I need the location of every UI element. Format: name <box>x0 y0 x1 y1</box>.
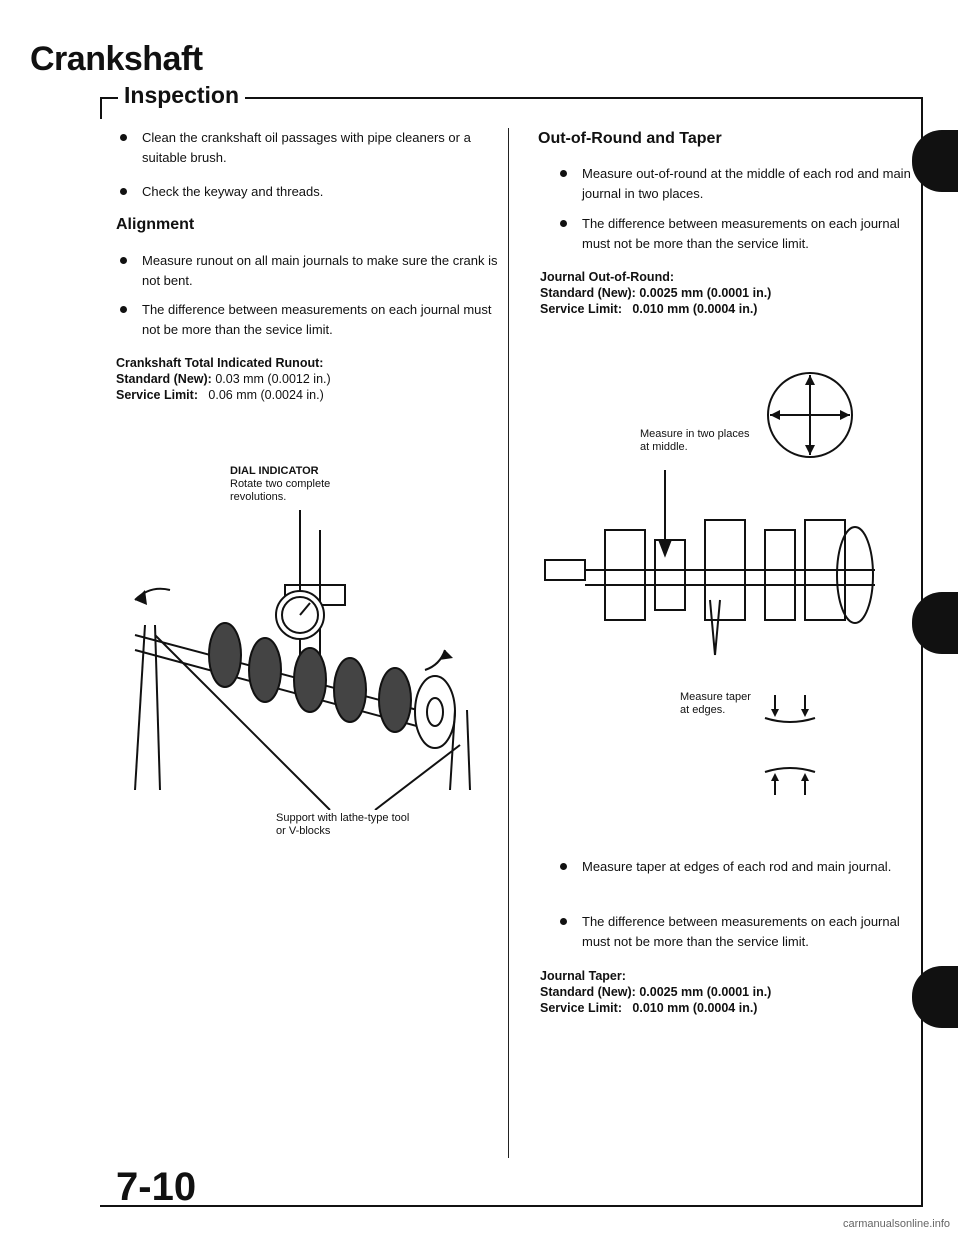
runout-standard-label: Standard (New): <box>116 372 212 386</box>
watermark: carmanualsonline.info <box>842 1218 950 1230</box>
taper-standard-label: Standard (New): <box>540 985 636 999</box>
out-of-round-service-value: 0.010 mm (0.0004 in.) <box>632 302 758 316</box>
runout-standard-value: 0.03 mm (0.0012 in.) <box>215 372 331 386</box>
alignment-heading: Alignment <box>116 216 195 233</box>
taper-service-label: Service Limit: <box>540 1001 622 1015</box>
column-divider <box>508 128 509 1158</box>
page-number: 7-10 <box>116 1165 197 1209</box>
left-bullet-1: Clean the crankshaft oil passages with pipe cleaners or a suitable brush. <box>120 128 502 168</box>
section-rule-bottom <box>100 1205 923 1207</box>
crankshaft-runout-illustration <box>115 490 495 810</box>
out-of-round-standard-value: 0.0025 mm (0.0001 in.) <box>639 286 772 300</box>
dial-indicator-note: Rotate two complete revolutions. <box>230 478 331 503</box>
alignment-bullet-1: Measure runout on all main journals to make sure the crank is not bent. <box>120 251 502 291</box>
edge-tab-3 <box>912 966 958 1028</box>
runout-spec <box>116 355 476 403</box>
journal-cross-section-icon <box>755 360 865 470</box>
out-of-round-standard-label: Standard (New): <box>540 286 636 300</box>
out-of-round-spec <box>540 269 900 317</box>
left-bullet-2: Check the keyway and threads. <box>120 182 502 202</box>
right-bullet-3: Measure taper at edges of each rod and main journal. <box>560 857 912 877</box>
right-bullet-1: Measure out-of-round at the middle of each rod and main journal in two places. <box>560 164 912 204</box>
runout-spec-title: Crankshaft Total Indicated Runout: <box>116 356 324 370</box>
right-bullet-2: The difference between measurements on each journal must not be more than the service limit. <box>560 214 912 254</box>
taper-note: Measure taper at edges. <box>680 691 751 716</box>
taper-spec <box>540 968 900 1016</box>
right-bullet-4: The difference between measurements on each journal must not be more than the service limit. <box>560 912 912 952</box>
out-of-round-spec-title: Journal Out-of-Round: <box>540 270 674 284</box>
out-of-round-heading: Out-of-Round and Taper <box>538 130 722 147</box>
crankshaft-taper-illustration <box>535 460 895 670</box>
edge-tab-1 <box>912 130 958 192</box>
dial-indicator-title: DIAL INDICATOR <box>230 465 319 477</box>
runout-service-label: Service Limit: <box>116 388 198 402</box>
taper-spec-title: Journal Taper: <box>540 969 626 983</box>
taper-service-value: 0.010 mm (0.0004 in.) <box>632 1001 758 1015</box>
alignment-bullet-2: The difference between measurements on each journal must not be more than the sevice limit. <box>120 300 502 340</box>
out-of-round-service-label: Service Limit: <box>540 302 622 316</box>
runout-service-value: 0.06 mm (0.0024 in.) <box>208 388 324 402</box>
page-title: Crankshaft <box>30 40 203 78</box>
edge-tab-2 <box>912 592 958 654</box>
taper-arrows-icon <box>760 690 820 800</box>
taper-standard-value: 0.0025 mm (0.0001 in.) <box>639 985 772 999</box>
support-note: Support with lathe-type tool or V-blocks <box>276 812 410 837</box>
section-heading: Inspection <box>118 82 245 109</box>
middle-note: Measure in two places at middle. <box>640 428 750 453</box>
section-rule-left <box>100 97 102 119</box>
section-rule-right <box>921 97 923 1207</box>
